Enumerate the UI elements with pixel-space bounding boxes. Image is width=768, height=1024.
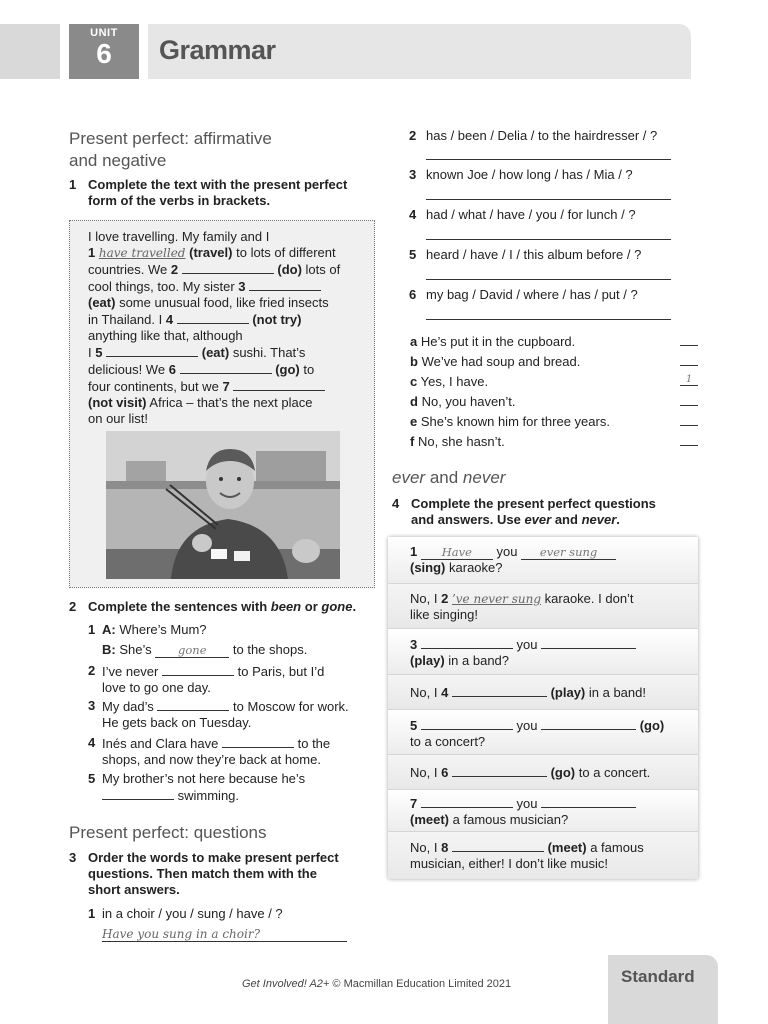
ex4-blank-4[interactable]	[452, 684, 547, 697]
match-blank-a[interactable]	[680, 334, 698, 346]
ex1-instr-line2: form of the verbs in brackets.	[88, 193, 271, 208]
ex3-q2-num: 2	[409, 128, 417, 143]
ex1-blank-2[interactable]	[182, 261, 274, 274]
section-title-line2: and negative	[69, 151, 167, 170]
header-left-tab	[0, 24, 60, 79]
unit-number: 6	[96, 38, 112, 69]
ex1-line: (eat) some unusual food, like fried insects	[88, 295, 329, 310]
ex2-item-3: My dad’s to Moscow for work. He gets back on Tuesday.	[102, 699, 349, 730]
ex4-blank-3b[interactable]	[541, 636, 636, 649]
ex4-row-4: No, I 4 (play) in a band!	[388, 675, 698, 710]
level-tab	[608, 955, 718, 1024]
level-label: Standard	[621, 967, 695, 986]
ex4-blank-8[interactable]	[452, 839, 544, 852]
ex1-line: I 5 (eat) sushi. That’s	[88, 345, 306, 360]
ex1-blank-6[interactable]	[180, 361, 272, 374]
ex1-line: delicious! We 6 (go) to	[88, 362, 315, 377]
list-item: b We’ve had soup and bread.	[410, 354, 700, 374]
ex1-line: in Thailand. I 4 (not try)	[88, 312, 302, 327]
ex1-line: cool things, too. My sister 3	[88, 278, 368, 295]
ex2-item-1-b: B: She’s gone to the shops.	[102, 642, 308, 657]
ex2-item-3-num: 3	[88, 698, 96, 713]
ex2-answer-1[interactable]: gone	[155, 644, 229, 658]
ex2-item-2-num: 2	[88, 663, 96, 678]
ex3-q5: heard / have / I / this album before / ?	[426, 247, 642, 262]
match-blank-c[interactable]: 1	[680, 374, 698, 386]
ex3-q4: had / what / have / you / for lunch / ?	[426, 207, 636, 222]
ex3-q1: in a choir / you / sung / have / ?	[102, 906, 283, 921]
ex1-text-box	[69, 220, 375, 588]
ex4-row-5: 5 you (go) to a concert?	[388, 710, 698, 755]
ex3-instruction: 3 Order the words to make present perfect questions. Then match them with the short answers.	[69, 850, 339, 897]
ex4-number: 4	[392, 496, 400, 511]
ex1-number: 1	[69, 177, 77, 192]
ex3-q1-num: 1	[88, 906, 96, 921]
ex1-line: 1 have travelled (travel) to lots of different	[88, 245, 336, 260]
ex2-item-4-num: 4	[88, 735, 96, 750]
ex1-blank-4[interactable]	[177, 311, 249, 324]
ex2-item-5: My brother’s not here because he’s swimming.	[102, 771, 306, 803]
list-item: e She’s known him for three years.	[410, 414, 700, 434]
ex2-blank-4[interactable]	[222, 735, 294, 748]
ex4-blank-6[interactable]	[452, 764, 547, 777]
ex4-row-1: 1 Have you ever sung (sing) karaoke?	[388, 537, 698, 584]
ex3-answer-list	[410, 334, 700, 454]
ex4-blank-5a[interactable]	[421, 717, 513, 730]
ex1-instr-line1: Complete the text with the present perfect	[88, 177, 348, 192]
ex4-instruction: 4 Complete the present perfect questions and answers. Use ever and never.	[392, 496, 656, 527]
section-title-line1: Present perfect: affirmative	[69, 129, 272, 148]
ex4-blank-7b[interactable]	[541, 795, 636, 808]
ex1-line: four continents, but we 7	[88, 378, 368, 395]
ex1-line: I love travelling. My family and I	[88, 229, 270, 244]
ex3-q3-answer-line[interactable]	[426, 199, 671, 200]
match-blank-b[interactable]	[680, 354, 698, 366]
ex4-blank-7a[interactable]	[421, 795, 513, 808]
ex2-blank-5[interactable]	[102, 787, 174, 800]
ex2-item-1-a: A: Where’s Mum?	[102, 622, 207, 637]
ex3-q5-num: 5	[409, 247, 417, 262]
ex3-number: 3	[69, 850, 77, 865]
ex3-q4-num: 4	[409, 207, 417, 222]
ex2-item-2: I’ve never to Paris, but I’d love to go one day.	[102, 664, 325, 695]
ex4-dialogue-box	[388, 537, 698, 879]
ex3-q3: known Joe / how long / has / Mia / ?	[426, 167, 633, 182]
ex1-line: anything like that, although	[88, 328, 243, 343]
ex1-blank-3[interactable]	[249, 278, 321, 291]
ex3-q1-answer: Have you sung in a choir?	[102, 927, 261, 941]
ex3-q6-answer-line[interactable]	[426, 319, 671, 320]
ex2-number: 2	[69, 599, 77, 614]
photo-illustration	[106, 431, 340, 579]
ex1-line: on our list!	[88, 411, 148, 426]
ex3-q5-answer-line[interactable]	[426, 279, 671, 280]
list-item: a He’s put it in the cupboard.	[410, 334, 700, 354]
ex2-item-5-num: 5	[88, 771, 96, 786]
ex4-answer-2[interactable]: ’ve never sung	[451, 592, 542, 606]
unit-label: UNIT	[90, 27, 118, 39]
ex1-blank-5[interactable]	[106, 344, 198, 357]
match-blank-f[interactable]	[680, 434, 698, 446]
ex4-answer-1b[interactable]: ever sung	[521, 546, 616, 560]
match-blank-e[interactable]	[680, 414, 698, 426]
ex4-row-2: No, I 2 ’ve never sung karaoke. I don’t like singing!	[388, 584, 698, 629]
ex3-q2-answer-line[interactable]	[426, 159, 671, 160]
ex3-q6-num: 6	[409, 287, 417, 302]
ex1-instruction	[69, 177, 378, 209]
ex3-q4-answer-line[interactable]	[426, 239, 671, 240]
ex1-answer-1[interactable]: have travelled	[98, 246, 186, 260]
ex3-q3-num: 3	[409, 167, 417, 182]
ex3-q1-answer-line[interactable]	[102, 926, 347, 942]
ex2-instruction: 2 Complete the sentences with been or gone.	[69, 599, 357, 614]
ex4-blank-3a[interactable]	[421, 636, 513, 649]
section-title-affirmative	[69, 128, 272, 172]
unit-badge	[69, 24, 139, 79]
ex1-line: countries. We 2 (do) lots of	[88, 262, 341, 277]
ex4-blank-5b[interactable]	[541, 717, 636, 730]
footer-credit: Get Involved! A2+ © Macmillan Education Limited 2021	[242, 978, 512, 990]
list-item: c Yes, I have. 1	[410, 374, 700, 394]
ex3-q2: has / been / Delia / to the hairdresser / ?	[426, 128, 658, 143]
ex1-text	[88, 229, 368, 427]
ex2-blank-2[interactable]	[162, 663, 234, 676]
ex4-row-7: 7 you (meet) a famous musician?	[388, 790, 698, 832]
ex4-row-8: No, I 8 (meet) a famous musician, either! I don’t like music!	[388, 832, 698, 879]
ex1-blank-7[interactable]	[233, 378, 325, 391]
match-blank-d[interactable]	[680, 394, 698, 406]
ex2-item-4: Inés and Clara have to the shops, and now they’re back at home.	[102, 736, 331, 767]
ex3-q6: my bag / David / where / has / put / ?	[426, 287, 638, 302]
title-bar	[148, 24, 691, 79]
list-item: f No, she hasn’t.	[410, 434, 700, 454]
ex4-row-6: No, I 6 (go) to a concert.	[388, 755, 698, 790]
section-title-questions: Present perfect: questions	[69, 823, 267, 842]
page-title: Grammar	[159, 35, 276, 65]
ex2-item-1: 1	[88, 622, 96, 637]
ex2-blank-3[interactable]	[157, 698, 229, 711]
ex4-answer-1a[interactable]: Have	[421, 546, 493, 560]
ex4-row-3: 3 you (play) in a band?	[388, 629, 698, 675]
section-title-ever-never: ever and never	[392, 468, 506, 487]
boy-eating-photo	[106, 431, 340, 579]
ex1-line: (not visit) Africa – that’s the next place	[88, 395, 313, 410]
list-item: d No, you haven’t.	[410, 394, 700, 414]
